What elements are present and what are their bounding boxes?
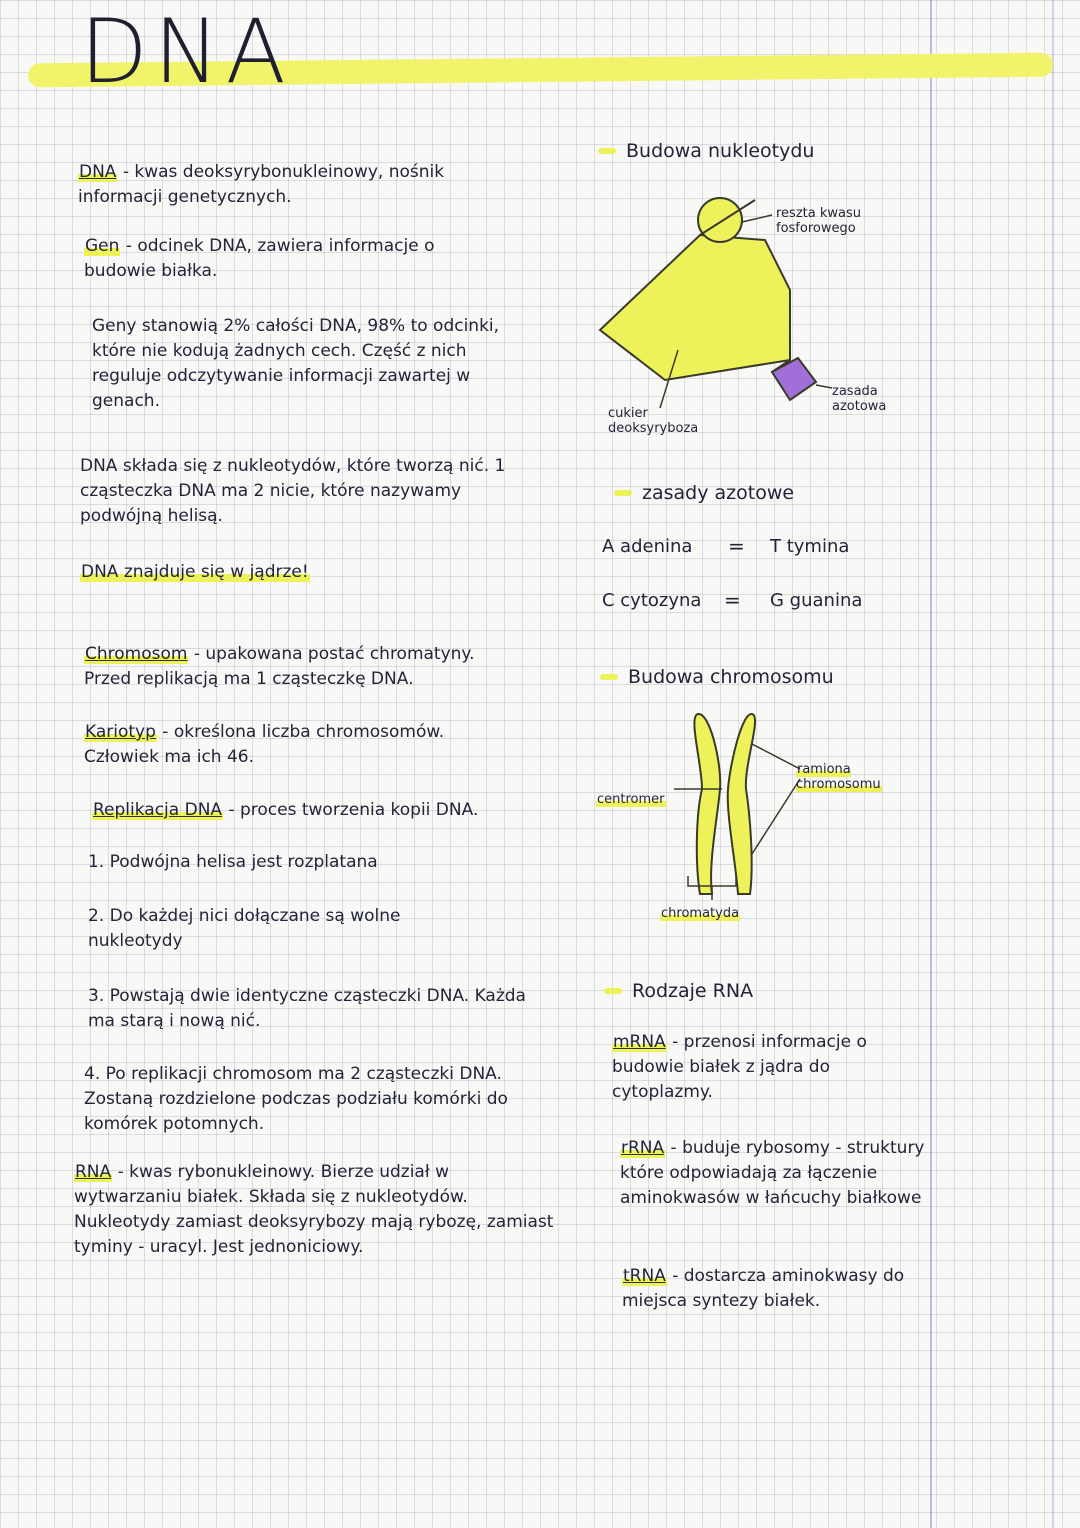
heading-marker: [598, 148, 616, 154]
notebook-margin-line: [930, 0, 932, 1528]
pair-adenina: A adenina: [602, 536, 693, 557]
pair-cytozyna: C cytozyna: [602, 590, 702, 611]
rrna-term: rRNA: [621, 1138, 665, 1158]
rna-definition-text: - kwas rybonukleinowy. Bierze udział w wytwarzaniu białek. Składa się z nukleotydów. Nukleotydy zamiast deoksyrybozy mają rybozę, zamiast tyminy - uracyl. Jest jednoniciowy.: [74, 1162, 554, 1257]
pair-tymina: T tymina: [770, 536, 850, 557]
rna-term: RNA: [75, 1162, 112, 1182]
kariotyp-definition-text: - określona liczba chromosomów. Człowiek ma ich 46.: [84, 722, 445, 767]
zasady-heading: [614, 482, 794, 504]
mrna-definition: [612, 1030, 912, 1105]
nukleotyd-heading-text: Budowa nukleotydu: [626, 140, 815, 162]
rna-definition: [74, 1160, 554, 1260]
mrna-term: mRNA: [613, 1032, 666, 1052]
fosforan-circle: [698, 198, 742, 242]
chromosom-diagram: [640, 704, 820, 904]
label-cukier: cukier deoksyryboza: [608, 406, 699, 436]
zasada-shape: [772, 358, 816, 400]
label-chromatyda-text: chromatyda: [661, 906, 740, 921]
notebook-edge-line: [1052, 0, 1054, 1528]
gen-definition: [84, 234, 494, 284]
heading-marker: [604, 988, 622, 994]
pair-1-equals: =: [728, 534, 745, 558]
trna-definition-text: - dostarcza aminokwasy do miejsca syntezy białek.: [622, 1266, 905, 1311]
deoksyryboza-shape: [600, 235, 790, 380]
dna-jadro-note: [80, 560, 380, 585]
geny-note: Geny stanowią 2% całości DNA, 98% to odcinki, które nie kodują żadnych cech. Część z nich reguluje odczytywanie informacji zawartej w genach.: [92, 316, 500, 411]
chromosom-definition-text: - upakowana postać chromatyny. Przed replikacją ma 1 cząsteczkę DNA.: [84, 644, 475, 689]
heading-marker: [600, 674, 618, 680]
chromosom-heading: [600, 666, 834, 688]
label-centromer: [596, 792, 666, 807]
chromosom-heading-text: Budowa chromosomu: [628, 666, 834, 688]
dna-definition-text: - kwas deoksyrybonukleinowy, nośnik informacji genetycznych.: [78, 162, 445, 207]
rrna-definition-text: - buduje rybosomy - struktury które odpowiadają za łączenie aminokwasów w łańcuchy białkowe: [620, 1138, 925, 1208]
gen-definition-text: - odcinek DNA, zawiera informacje o budowie białka.: [84, 236, 435, 281]
kariotyp-term: Kariotyp: [85, 722, 156, 742]
label-zasada: zasada azotowa: [832, 384, 887, 414]
replikacja-step-3: 3. Powstają dwie identyczne cząsteczki DNA. Każda ma starą i nową nić.: [88, 986, 526, 1031]
gen-term: Gen: [85, 236, 120, 256]
dna-jadro-text: DNA znajduje się w jądrze!: [81, 562, 309, 582]
kariotyp-definition: [84, 720, 504, 770]
label-reszta-kwasu: reszta kwasu fosforowego: [776, 206, 861, 236]
pointer-ramiona-top: [752, 744, 800, 769]
heading-marker: [614, 490, 632, 496]
chromatyda-right: [728, 714, 755, 894]
replikacja-step-4: 4. Po replikacji chromosom ma 2 cząsteczki DNA. Zostaną rozdzielone podczas podziału komórki do komórek potomnych.: [84, 1064, 508, 1134]
pair-guanina: G guanina: [770, 590, 863, 611]
replikacja-step-1: 1. Podwójna helisa jest rozplatana: [88, 852, 378, 872]
pointer-zasada: [816, 385, 832, 388]
label-centromer-text: centromer: [597, 792, 665, 807]
chromatyda-left: [694, 714, 720, 894]
rna-heading: [604, 980, 753, 1002]
rrna-definition: [620, 1136, 925, 1211]
rna-heading-text: Rodzaje RNA: [632, 980, 754, 1002]
dna-definition: [78, 160, 478, 210]
nukleotyd-heading: [598, 140, 814, 162]
chromosom-term: Chromosom: [85, 644, 188, 664]
page-title: DNA: [80, 0, 292, 103]
trna-definition: [622, 1264, 922, 1314]
zasady-heading-text: zasady azotowe: [642, 482, 795, 504]
replikacja-definition-text: - proces tworzenia kopii DNA.: [223, 800, 479, 820]
label-chromatyda: [660, 906, 740, 921]
dna-sklad-note: DNA składa się z nukleotydów, które tworzą nić. 1 cząsteczka DNA ma 2 nicie, które nazywamy podwójną helisą.: [80, 456, 506, 526]
replikacja-definition: [92, 798, 542, 823]
dna-term: DNA: [79, 162, 117, 182]
chromosom-definition: [84, 642, 524, 692]
label-ramiona: [796, 762, 906, 792]
pair-2-equals: =: [724, 588, 741, 612]
mrna-definition-text: - przenosi informacje o budowie białek z jądra do cytoplazmy.: [612, 1032, 867, 1102]
replikacja-term: Replikacja DNA: [93, 800, 223, 820]
label-ramiona-text: ramiona chromosomu: [796, 762, 881, 792]
replikacja-step-2: 2. Do każdej nici dołączane są wolne nukleotydy: [88, 906, 401, 951]
trna-term: tRNA: [623, 1266, 666, 1286]
pointer-fosforan: [742, 215, 772, 222]
pointer-ramiona-bottom: [752, 779, 800, 854]
